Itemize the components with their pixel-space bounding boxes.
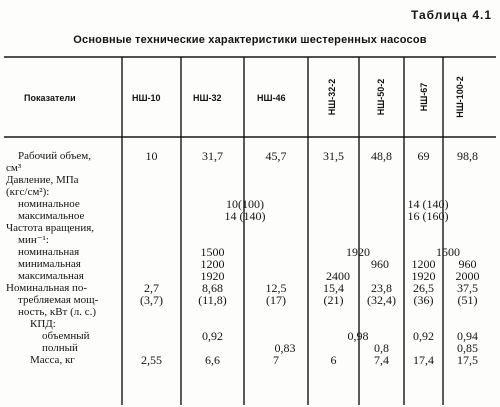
cell-pressure-max-group-b: 16 (160) bbox=[407, 209, 449, 223]
cell-volume-nsh-50-2: 48,8 bbox=[371, 149, 392, 163]
cell-freq-min-a: 1200 bbox=[200, 257, 225, 271]
cell-volume-nsh-67: 69 bbox=[417, 149, 430, 163]
cell-pressure-nominal-group-a: 10(100) bbox=[226, 197, 264, 211]
label-frequency-max: максимальная bbox=[18, 270, 84, 282]
cell-mass-nsh-100-2: 17,5 bbox=[457, 353, 478, 367]
cell-mass-nsh-32-2: 6 bbox=[330, 353, 337, 367]
cell-mass-nsh-10: 2,55 bbox=[141, 353, 162, 367]
label-pressure-nominal: номинальное bbox=[18, 198, 80, 210]
table-number: Таблица 4.1 bbox=[410, 8, 492, 22]
cell-kpd-volumetric-b: 0,98 bbox=[347, 329, 369, 343]
label-pressure: Давление, МПа bbox=[6, 174, 79, 186]
cell-kpd-full-a: 0,83 bbox=[274, 341, 296, 355]
cell-power-kw-nsh-32: 8,68 bbox=[202, 281, 223, 295]
label-volume: Рабочий объем, bbox=[18, 150, 91, 162]
cell-freq-max-a: 1920 bbox=[200, 269, 225, 283]
cell-kpd-volumetric-nsh-67: 0,92 bbox=[413, 329, 434, 343]
cell-volume-nsh-46: 45,7 bbox=[265, 149, 287, 163]
label-mass: Масса, кг bbox=[30, 354, 75, 366]
cell-power-kw-nsh-10: 2,7 bbox=[144, 281, 159, 295]
header-nsh-67: НШ-67 bbox=[419, 82, 429, 112]
cell-power-hp-nsh-67: (36) bbox=[413, 293, 434, 307]
cell-power-hp-nsh-32-2: (21) bbox=[323, 293, 344, 307]
header-nsh-32: НШ-32 bbox=[193, 93, 222, 103]
label-kpd-full: полный bbox=[42, 342, 78, 354]
cell-kpd-volumetric-nsh-100-2: 0,94 bbox=[457, 329, 478, 343]
header-nsh-10: НШ-10 bbox=[132, 93, 161, 103]
cell-mass-nsh-67: 17,4 bbox=[413, 353, 434, 367]
label-frequency-unit: мин⁻¹: bbox=[18, 234, 49, 246]
cell-power-kw-nsh-50-2: 23,8 bbox=[371, 281, 392, 295]
cell-power-hp-nsh-50-2: (32,4) bbox=[367, 293, 396, 307]
label-pressure-unit: (кгс/см²): bbox=[6, 186, 50, 198]
label-frequency: Частота вращения, bbox=[6, 222, 95, 234]
cell-mass-nsh-50-2: 7,4 bbox=[374, 353, 389, 367]
label-power-2: требляемая мощ- bbox=[18, 294, 99, 306]
header-nsh-100-2: НШ-100-2 bbox=[455, 76, 465, 118]
header-nsh-50-2: НШ-50-2 bbox=[376, 78, 386, 116]
cell-volume-nsh-100-2: 98,8 bbox=[457, 149, 478, 163]
cell-freq-max-b: 2400 bbox=[326, 269, 350, 283]
cell-kpd-full-b: 0,8 bbox=[374, 341, 389, 355]
header-param: Показатели bbox=[24, 93, 76, 103]
cell-freq-min-b: 960 bbox=[371, 257, 389, 271]
label-frequency-nominal: номинальная bbox=[18, 246, 80, 258]
label-kpd-volumetric: объемный bbox=[42, 330, 90, 342]
cell-power-hp-nsh-10: (3,7) bbox=[140, 293, 163, 307]
label-volume-unit: см³ bbox=[6, 162, 22, 174]
cell-freq-nominal-b: 1920 bbox=[346, 245, 370, 259]
header-nsh-46: НШ-46 bbox=[257, 93, 286, 103]
cell-volume-nsh-32: 31,7 bbox=[202, 149, 223, 163]
cell-freq-min-nsh-100-2: 960 bbox=[458, 257, 477, 271]
cell-freq-nominal-c: 1500 bbox=[436, 245, 460, 259]
cell-volume-nsh-32-2: 31,5 bbox=[323, 149, 344, 163]
table-title: Основные технические характеристики шестеренных насосов bbox=[73, 34, 427, 46]
cell-power-hp-nsh-32: (11,8) bbox=[198, 293, 227, 307]
label-power-3: ность, кВт (л. с.) bbox=[18, 306, 97, 318]
cell-volume-nsh-10: 10 bbox=[145, 149, 158, 163]
cell-pressure-nominal-group-b: 14 (140) bbox=[407, 197, 449, 211]
cell-mass-nsh-46: 7 bbox=[273, 353, 279, 367]
label-power-1: Номинальная по- bbox=[6, 282, 88, 294]
cell-power-kw-nsh-67: 26,5 bbox=[413, 281, 434, 295]
cell-power-kw-nsh-100-2: 37,5 bbox=[457, 281, 478, 295]
cell-freq-nominal-a: 1500 bbox=[200, 245, 225, 259]
label-kpd: КПД: bbox=[30, 318, 56, 330]
cell-freq-max-nsh-67: 1920 bbox=[411, 269, 436, 283]
cell-power-kw-nsh-46: 12,5 bbox=[265, 281, 287, 295]
cell-kpd-volumetric-a: 0,92 bbox=[202, 329, 223, 343]
cell-freq-max-nsh-100-2: 2000 bbox=[455, 269, 480, 283]
cell-power-kw-nsh-32-2: 15,4 bbox=[323, 281, 344, 295]
label-pressure-max: максимальное bbox=[18, 210, 85, 222]
cell-power-hp-nsh-100-2: (51) bbox=[457, 293, 478, 307]
cell-power-hp-nsh-46: (17) bbox=[266, 293, 286, 307]
cell-kpd-full-c: 0,85 bbox=[457, 341, 478, 355]
cell-mass-nsh-32: 6,6 bbox=[205, 353, 220, 367]
header-nsh-32-2: НШ-32-2 bbox=[327, 78, 337, 116]
label-frequency-min: минимальная bbox=[18, 258, 81, 270]
cell-pressure-max-group-a: 14 (140) bbox=[224, 209, 266, 223]
cell-freq-min-nsh-67: 1200 bbox=[411, 257, 436, 271]
